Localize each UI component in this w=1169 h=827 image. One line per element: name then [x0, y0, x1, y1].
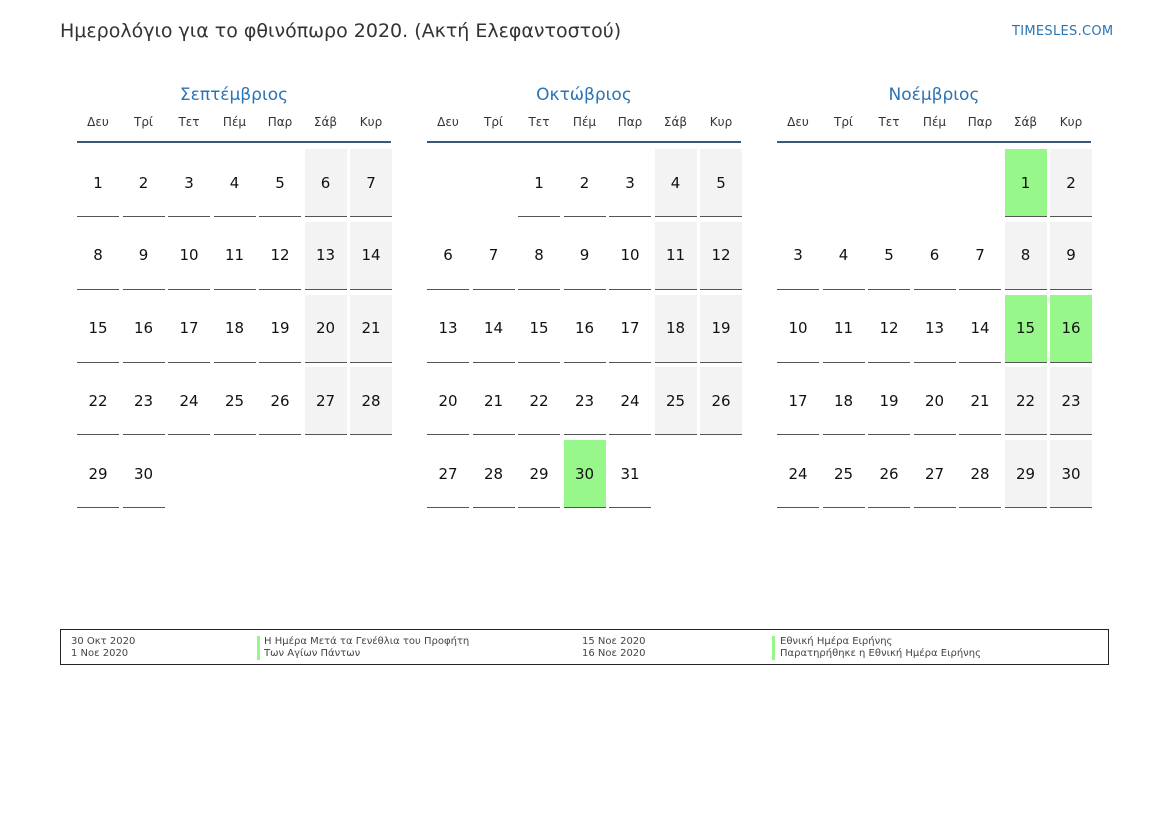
day-cell: 25 [823, 440, 865, 508]
day-cell: 20 [305, 295, 347, 363]
day-cell: 23 [123, 367, 165, 435]
day-cell: 31 [609, 440, 651, 508]
weekday-header: Πέμ [572, 115, 597, 129]
day-cell: 22 [77, 367, 119, 435]
weekday-header: Τετ [878, 115, 900, 129]
day-cell: 28 [959, 440, 1001, 508]
day-cell: 5 [868, 222, 910, 290]
weekday-header: Τρί [833, 115, 853, 129]
day-cell: 27 [914, 440, 956, 508]
day-cell: 24 [168, 367, 210, 435]
month-header-rule [427, 141, 741, 143]
day-cell: 3 [609, 149, 651, 217]
day-cell: 27 [305, 367, 347, 435]
legend-holiday-name: Παρατηρήθηκε η Εθνική Ημέρα Ειρήνης [780, 648, 981, 659]
weekday-header: Κυρ [1059, 115, 1083, 129]
day-cell: 15 [518, 295, 560, 363]
day-cell: 14 [350, 222, 392, 290]
day-cell: 17 [168, 295, 210, 363]
day-cell: 21 [350, 295, 392, 363]
day-cell: 2 [123, 149, 165, 217]
weekday-header: Σάβ [663, 115, 688, 129]
day-cell: 4 [214, 149, 256, 217]
day-cell: 23 [1050, 367, 1092, 435]
day-cell: 18 [214, 295, 256, 363]
day-cell: 10 [168, 222, 210, 290]
day-cell: 15 [1005, 295, 1047, 363]
legend-color-marker [772, 648, 775, 660]
day-cell: 19 [868, 367, 910, 435]
day-cell: 16 [564, 295, 606, 363]
day-cell: 23 [564, 367, 606, 435]
day-cell: 6 [305, 149, 347, 217]
day-cell: 5 [700, 149, 742, 217]
day-cell: 21 [959, 367, 1001, 435]
day-cell: 10 [609, 222, 651, 290]
day-cell: 3 [777, 222, 819, 290]
day-cell: 1 [518, 149, 560, 217]
day-cell: 3 [168, 149, 210, 217]
day-cell: 13 [427, 295, 469, 363]
day-cell: 25 [214, 367, 256, 435]
legend-holiday-name: Η Ημέρα Μετά τα Γενέθλια του Προφήτη [264, 636, 470, 647]
legend-date: 30 Οκτ 2020 [71, 636, 136, 647]
day-cell: 28 [350, 367, 392, 435]
month-name: Σεπτέμβριος [179, 85, 289, 105]
weekday-header: Παρ [267, 115, 293, 129]
day-cell: 9 [564, 222, 606, 290]
legend-color-marker [772, 636, 775, 648]
legend-holiday-name: Των Αγίων Πάντων [264, 648, 361, 659]
day-cell: 19 [259, 295, 301, 363]
day-cell: 12 [868, 295, 910, 363]
weekday-header: Παρ [967, 115, 993, 129]
day-cell: 4 [823, 222, 865, 290]
weekday-header: Τετ [178, 115, 200, 129]
day-cell: 14 [473, 295, 515, 363]
day-cell: 16 [1050, 295, 1092, 363]
weekday-header: Τρί [483, 115, 503, 129]
day-cell: 18 [823, 367, 865, 435]
day-cell: 26 [700, 367, 742, 435]
day-cell: 24 [777, 440, 819, 508]
legend-holiday-name: Εθνική Ημέρα Ειρήνης [780, 636, 893, 647]
day-cell: 2 [1050, 149, 1092, 217]
weekday-header: Τρί [133, 115, 153, 129]
page-title: Ημερολόγιο για το φθινόπωρο 2020. (Ακτή Ελεφαντοστού) [60, 20, 622, 42]
month-header-rule [77, 141, 391, 143]
weekday-header: Πέμ [222, 115, 247, 129]
day-cell: 13 [305, 222, 347, 290]
weekday-header: Πέμ [922, 115, 947, 129]
day-cell: 8 [77, 222, 119, 290]
day-cell: 29 [1005, 440, 1047, 508]
day-cell: 27 [427, 440, 469, 508]
weekday-header: Κυρ [709, 115, 733, 129]
legend-date: 15 Νοε 2020 [582, 636, 646, 647]
weekday-header: Δευ [87, 115, 109, 129]
day-cell: 8 [1005, 222, 1047, 290]
day-cell: 8 [518, 222, 560, 290]
weekday-header: Σάβ [1013, 115, 1038, 129]
day-cell: 30 [123, 440, 165, 508]
day-cell: 2 [564, 149, 606, 217]
day-cell: 29 [77, 440, 119, 508]
day-cell: 15 [77, 295, 119, 363]
day-cell: 9 [123, 222, 165, 290]
day-cell: 29 [518, 440, 560, 508]
day-cell: 5 [259, 149, 301, 217]
day-cell: 28 [473, 440, 515, 508]
day-cell: 25 [655, 367, 697, 435]
day-cell: 17 [609, 295, 651, 363]
weekday-header: Δευ [787, 115, 809, 129]
day-cell: 14 [959, 295, 1001, 363]
day-cell: 17 [777, 367, 819, 435]
day-cell: 13 [914, 295, 956, 363]
day-cell: 11 [655, 222, 697, 290]
day-cell: 20 [427, 367, 469, 435]
weekday-header: Δευ [437, 115, 459, 129]
month-name: Οκτώβριος [536, 85, 632, 105]
site-link[interactable]: TIMESLES.COM [1012, 24, 1114, 39]
day-cell: 18 [655, 295, 697, 363]
day-cell: 6 [427, 222, 469, 290]
month-name: Νοέμβριος [888, 85, 980, 105]
day-cell: 9 [1050, 222, 1092, 290]
day-cell: 22 [1005, 367, 1047, 435]
legend-color-marker [257, 636, 260, 648]
legend-color-marker [257, 648, 260, 660]
day-cell: 7 [959, 222, 1001, 290]
legend-date: 1 Νοε 2020 [71, 648, 129, 659]
day-cell: 30 [1050, 440, 1092, 508]
weekday-header: Τετ [528, 115, 550, 129]
day-cell: 7 [473, 222, 515, 290]
day-cell: 20 [914, 367, 956, 435]
weekday-header: Κυρ [359, 115, 383, 129]
weekday-header: Παρ [617, 115, 643, 129]
month-header-rule [777, 141, 1091, 143]
day-cell: 16 [123, 295, 165, 363]
day-cell: 19 [700, 295, 742, 363]
day-cell: 12 [259, 222, 301, 290]
day-cell: 4 [655, 149, 697, 217]
day-cell: 30 [564, 440, 606, 508]
day-cell: 10 [777, 295, 819, 363]
day-cell: 7 [350, 149, 392, 217]
day-cell: 12 [700, 222, 742, 290]
day-cell: 1 [1005, 149, 1047, 217]
day-cell: 21 [473, 367, 515, 435]
day-cell: 6 [914, 222, 956, 290]
day-cell: 11 [214, 222, 256, 290]
day-cell: 11 [823, 295, 865, 363]
legend-date: 16 Νοε 2020 [582, 648, 646, 659]
day-cell: 1 [77, 149, 119, 217]
weekday-header: Σάβ [313, 115, 338, 129]
day-cell: 26 [868, 440, 910, 508]
day-cell: 26 [259, 367, 301, 435]
day-cell: 24 [609, 367, 651, 435]
holiday-legend [60, 629, 1109, 665]
day-cell: 22 [518, 367, 560, 435]
